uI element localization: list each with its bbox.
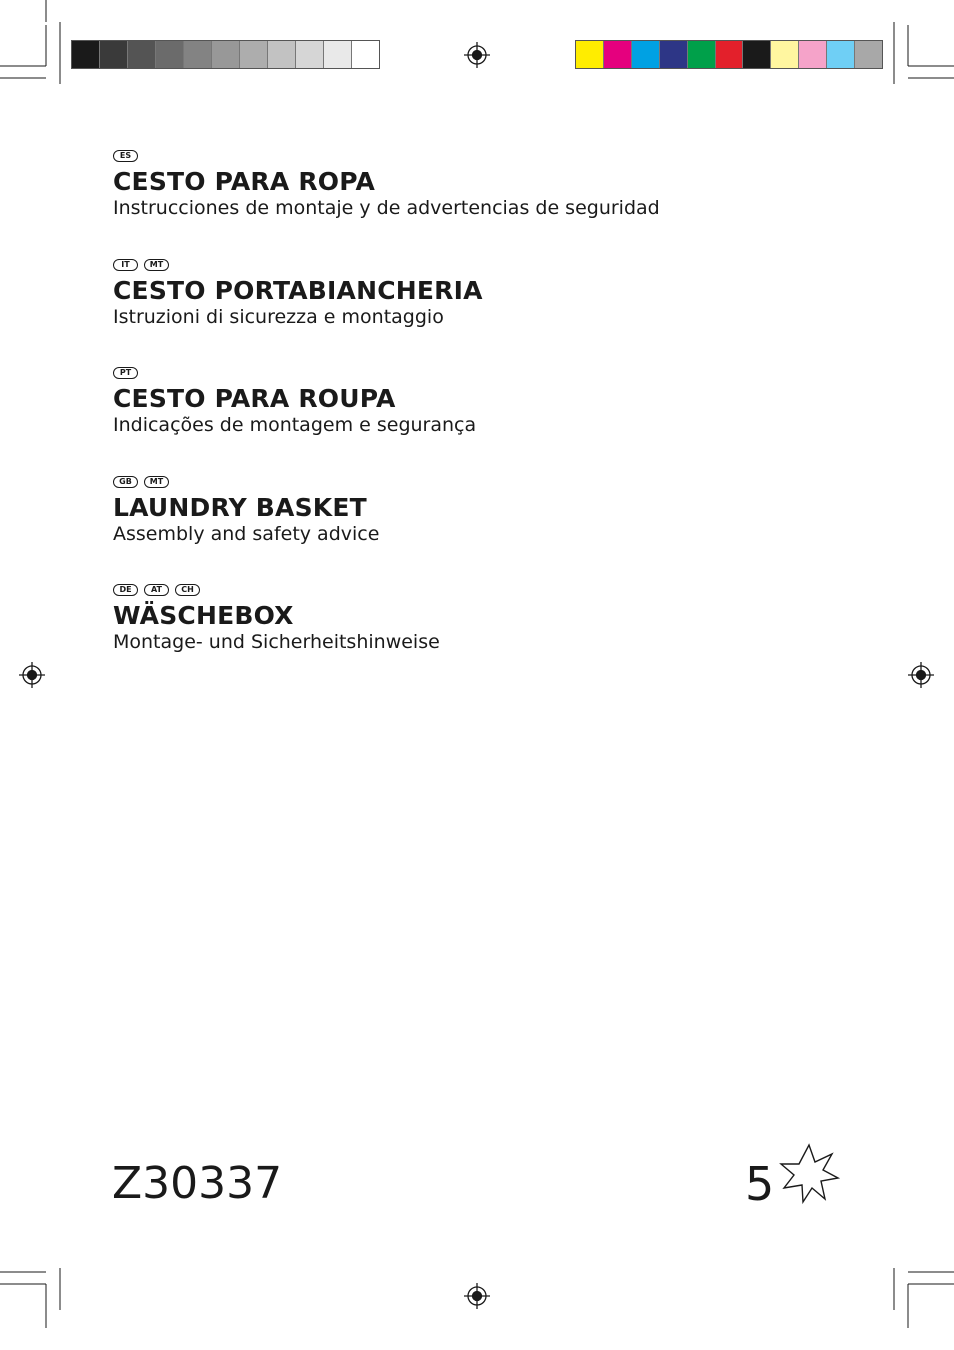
language-badge: ES [113, 150, 138, 162]
color-swatch [827, 41, 855, 68]
section-it-mt [113, 259, 483, 328]
language-badge: AT [144, 584, 169, 596]
section-subtitle: Instrucciones de montaje y de advertencias de seguridad [113, 197, 660, 219]
gray-swatch [268, 41, 296, 68]
gray-swatch [100, 41, 128, 68]
star-outline-icon [778, 1143, 840, 1205]
language-badge: MT [144, 476, 169, 488]
language-flags [113, 476, 379, 490]
section-title: CESTO PARA ROPA [113, 167, 375, 196]
gray-swatch [240, 41, 268, 68]
section-pt [113, 367, 476, 436]
section-title: CESTO PARA ROUPA [113, 384, 396, 413]
language-badge: IT [113, 259, 138, 271]
gray-swatch [72, 41, 100, 68]
color-swatch [799, 41, 827, 68]
language-flags [113, 367, 476, 381]
product-code: Z30337 [112, 1158, 283, 1209]
language-badge: PT [113, 367, 138, 379]
section-title: CESTO PORTABIANCHERIA [113, 276, 483, 305]
language-badge: DE [113, 584, 138, 596]
section-subtitle: Indicações de montagem e segurança [113, 414, 477, 436]
color-swatch [632, 41, 660, 68]
gray-swatch [128, 41, 156, 68]
section-subtitle: Montage- und Sicherheitshinweise [113, 631, 440, 653]
color-calibration-bar [575, 40, 883, 69]
color-swatch [716, 41, 744, 68]
color-swatch [743, 41, 771, 68]
section-title: LAUNDRY BASKET [113, 493, 367, 522]
section-es [113, 150, 660, 219]
gray-swatch [184, 41, 212, 68]
color-swatch [660, 41, 688, 68]
color-swatch [576, 41, 604, 68]
gray-swatch [296, 41, 324, 68]
gray-swatch [352, 41, 379, 68]
language-badge: MT [144, 259, 169, 271]
page-number: 5 [745, 1157, 775, 1211]
color-swatch [688, 41, 716, 68]
language-flags [113, 259, 483, 273]
language-badge: CH [175, 584, 200, 596]
language-flags [113, 150, 660, 164]
registration-target-icon [19, 42, 934, 1309]
language-badge: GB [113, 476, 138, 488]
grayscale-calibration-bar [71, 40, 380, 69]
section-subtitle: Assembly and safety advice [113, 523, 380, 545]
section-gb-mt [113, 476, 379, 545]
language-flags [113, 584, 440, 598]
section-title: WÄSCHEBOX [113, 601, 294, 630]
gray-swatch [156, 41, 184, 68]
gray-swatch [212, 41, 240, 68]
section-de-at-ch [113, 584, 440, 653]
color-swatch [604, 41, 632, 68]
color-swatch [771, 41, 799, 68]
gray-swatch [324, 41, 352, 68]
section-subtitle: Istruzioni di sicurezza e montaggio [113, 306, 444, 328]
color-swatch [855, 41, 882, 68]
